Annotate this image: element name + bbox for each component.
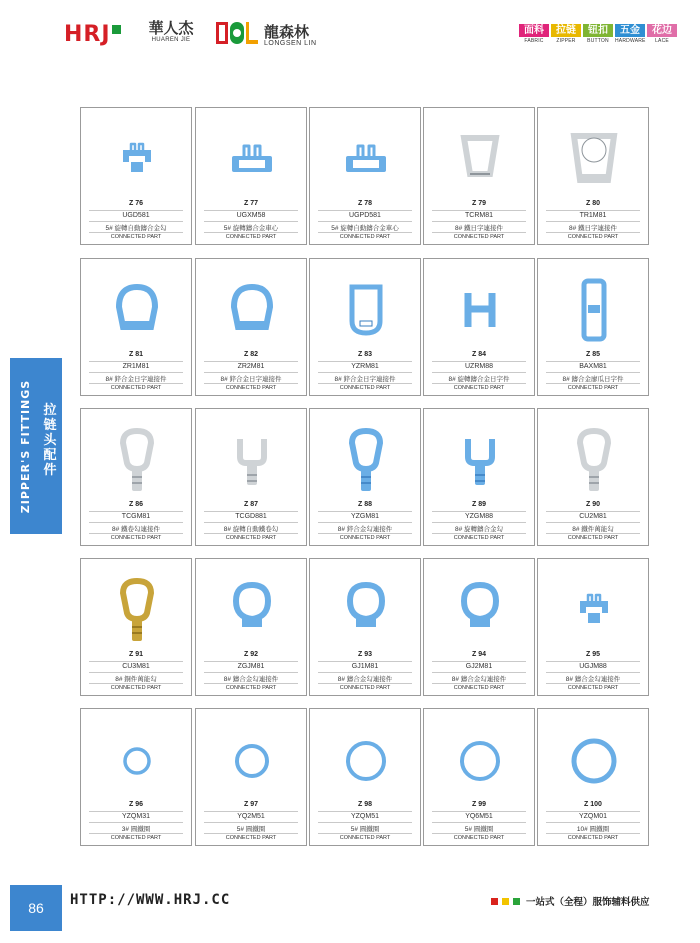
product-type: CONNECTED PART xyxy=(432,683,526,691)
product-image-icon xyxy=(440,267,520,353)
product-image-icon xyxy=(97,717,177,803)
huarenjie-logo-en: HUAREN JIE xyxy=(151,37,191,43)
category-label-en: BUTTON xyxy=(587,38,609,44)
product-card[interactable] xyxy=(195,708,307,846)
product-image-icon xyxy=(326,267,406,353)
product-name: Z 93 xyxy=(357,651,372,658)
product-card[interactable] xyxy=(423,258,535,396)
product-code: BAXM81 xyxy=(546,361,640,370)
product-code: CU2M81 xyxy=(546,511,640,520)
slogan-text: 一站式（全程）服饰辅料供应 xyxy=(526,897,650,908)
product-card[interactable] xyxy=(537,708,649,846)
product-type: CONNECTED PART xyxy=(432,383,526,391)
longsenlin-logo-cn: 龍森林 xyxy=(264,23,310,41)
product-description: 8# 鐵日字連接件 xyxy=(432,221,526,232)
hrj-logo-text: HRJ xyxy=(64,22,111,47)
product-image-icon xyxy=(326,717,406,803)
product-name: Z 87 xyxy=(243,501,258,508)
product-type: CONNECTED PART xyxy=(318,833,412,841)
product-code: GJ2M81 xyxy=(432,661,526,670)
product-type: CONNECTED PART xyxy=(432,232,526,240)
product-name: Z 92 xyxy=(243,651,258,658)
product-type: CONNECTED PART xyxy=(318,683,412,691)
category-label-en: FABRIC xyxy=(524,38,544,44)
product-code: TR1M81 xyxy=(546,210,640,219)
product-description: 10# 圓鐵圈 xyxy=(546,822,640,833)
product-image-icon xyxy=(554,717,634,803)
category-label-en: HARDWARE xyxy=(615,38,646,44)
product-image-icon xyxy=(554,417,634,503)
product-code: YZGM81 xyxy=(318,511,412,520)
product-type: CONNECTED PART xyxy=(204,232,298,240)
product-description: 8# 鋅合金日字連接件 xyxy=(89,372,183,383)
product-description: 3# 圓鐵圈 xyxy=(89,822,183,833)
product-name: Z 82 xyxy=(243,351,258,358)
product-code: ZGJM81 xyxy=(204,661,298,670)
product-code: ZR2M81 xyxy=(204,361,298,370)
product-description: 8# 鋅合金日字連接件 xyxy=(204,372,298,383)
product-type: CONNECTED PART xyxy=(546,533,640,541)
product-code: UZRM88 xyxy=(432,361,526,370)
longsenlin-logo-mark xyxy=(216,22,260,44)
product-code: YQ6M51 xyxy=(432,811,526,820)
section-tab-cn: 拉链头配件 xyxy=(43,402,57,477)
product-image-icon xyxy=(212,267,292,353)
category-fabric[interactable] xyxy=(519,24,549,44)
product-type: CONNECTED PART xyxy=(318,533,412,541)
product-name: Z 91 xyxy=(128,651,143,658)
product-description: 8# 鋅合金日字連接件 xyxy=(318,372,412,383)
product-name: Z 83 xyxy=(357,351,372,358)
product-name: Z 79 xyxy=(471,200,486,207)
product-description: 8# 鐵卷勾連接件 xyxy=(89,522,183,533)
product-image-icon xyxy=(440,567,520,653)
product-card[interactable] xyxy=(423,107,535,245)
product-type: CONNECTED PART xyxy=(204,533,298,541)
product-type: CONNECTED PART xyxy=(432,833,526,841)
product-description: 8# 銅件萬能勾 xyxy=(89,672,183,683)
product-code: YZRM81 xyxy=(318,361,412,370)
category-hardware[interactable] xyxy=(615,24,645,44)
product-code: ZR1M81 xyxy=(89,361,183,370)
section-tab xyxy=(10,358,62,534)
product-name: Z 77 xyxy=(243,200,258,207)
category-label-cn: 拉链 xyxy=(551,24,581,37)
product-card[interactable] xyxy=(80,258,192,396)
category-label-cn: 五金 xyxy=(615,24,645,37)
header xyxy=(0,0,700,60)
product-card[interactable] xyxy=(537,408,649,546)
product-image-icon xyxy=(212,567,292,653)
section-tab-en-text: ZIPPER'S FITTINGS xyxy=(19,379,33,513)
product-description: 8# 鑄合金勾連接件 xyxy=(204,672,298,683)
product-image-icon xyxy=(326,417,406,503)
product-type: CONNECTED PART xyxy=(204,683,298,691)
product-description: 8# 鑄合金廖瓜日字件 xyxy=(546,372,640,383)
product-description: 5# 旋轉自動鑄合金勾 xyxy=(89,221,183,232)
product-card[interactable] xyxy=(423,558,535,696)
hrj-logo xyxy=(64,22,121,47)
product-type: CONNECTED PART xyxy=(546,232,640,240)
product-type: CONNECTED PART xyxy=(318,383,412,391)
product-card[interactable] xyxy=(537,258,649,396)
product-description: 8# 鑄合金勾連接件 xyxy=(432,672,526,683)
category-label-en: ZIPPER xyxy=(556,38,576,44)
product-description: 8# 旋轉自動鐵卷勾 xyxy=(204,522,298,533)
product-type: CONNECTED PART xyxy=(89,683,183,691)
product-card[interactable] xyxy=(423,708,535,846)
product-name: Z 100 xyxy=(584,801,602,808)
product-name: Z 84 xyxy=(471,351,486,358)
green-square-icon xyxy=(513,898,520,905)
product-image-icon xyxy=(440,417,520,503)
product-code: YZQM51 xyxy=(318,811,412,820)
product-card[interactable] xyxy=(195,408,307,546)
product-name: Z 99 xyxy=(471,801,486,808)
product-card[interactable] xyxy=(537,558,649,696)
product-card[interactable] xyxy=(309,107,421,245)
product-description: 8# 鐵日字連接件 xyxy=(546,221,640,232)
product-description: 5# 旋轉自動鑄合金車心 xyxy=(318,221,412,232)
product-image-icon xyxy=(212,717,292,803)
product-card[interactable] xyxy=(537,107,649,245)
product-name: Z 96 xyxy=(128,801,143,808)
product-code: UGXM58 xyxy=(204,210,298,219)
product-card[interactable] xyxy=(80,558,192,696)
product-name: Z 97 xyxy=(243,801,258,808)
product-type: CONNECTED PART xyxy=(89,833,183,841)
category-label-cn: 面料 xyxy=(519,24,549,37)
hrj-logo-mark xyxy=(112,25,121,34)
product-name: Z 89 xyxy=(471,501,486,508)
product-description: 8# 鋅合金勾連接件 xyxy=(318,522,412,533)
product-type: CONNECTED PART xyxy=(204,833,298,841)
product-name: Z 98 xyxy=(357,801,372,808)
product-image-icon xyxy=(554,116,634,202)
website-url[interactable]: HTTP://WWW.HRJ.CC xyxy=(70,892,231,908)
category-label-cn: 花边 xyxy=(647,24,677,37)
product-type: CONNECTED PART xyxy=(89,533,183,541)
product-card[interactable] xyxy=(309,708,421,846)
product-name: Z 81 xyxy=(128,351,143,358)
product-code: TCGD881 xyxy=(204,511,298,520)
product-type: CONNECTED PART xyxy=(546,683,640,691)
product-type: CONNECTED PART xyxy=(546,383,640,391)
product-code: YZQM01 xyxy=(546,811,640,820)
product-description: 8# 鐵件萬能勾 xyxy=(546,522,640,533)
product-type: CONNECTED PART xyxy=(89,232,183,240)
product-card[interactable] xyxy=(309,258,421,396)
product-code: UGJM88 xyxy=(546,661,640,670)
product-code: TCGM81 xyxy=(89,511,183,520)
longsenlin-logo-en: LONGSEN LIN xyxy=(264,40,317,47)
category-strip xyxy=(519,24,677,44)
product-card[interactable] xyxy=(195,558,307,696)
product-description: 8# 旋轉鑄合金勾 xyxy=(432,522,526,533)
product-type: CONNECTED PART xyxy=(546,833,640,841)
product-code: YQ2M51 xyxy=(204,811,298,820)
product-card[interactable] xyxy=(80,408,192,546)
slogan xyxy=(491,894,650,908)
product-name: Z 76 xyxy=(128,200,143,207)
product-type: CONNECTED PART xyxy=(204,383,298,391)
product-description: 8# 旋轉鑄合金日字件 xyxy=(432,372,526,383)
yellow-square-icon xyxy=(502,898,509,905)
product-type: CONNECTED PART xyxy=(432,533,526,541)
product-image-icon xyxy=(326,116,406,202)
product-image-icon xyxy=(554,567,634,653)
product-code: UGD581 xyxy=(89,210,183,219)
huarenjie-logo xyxy=(148,20,194,43)
section-tab-en xyxy=(12,366,40,526)
product-description: 5# 圓鐵圈 xyxy=(204,822,298,833)
product-code: YZQM31 xyxy=(89,811,183,820)
category-zipper[interactable] xyxy=(551,24,581,44)
category-lace[interactable] xyxy=(647,24,677,44)
product-image-icon xyxy=(326,567,406,653)
product-name: Z 78 xyxy=(357,200,372,207)
product-card[interactable] xyxy=(195,107,307,245)
product-name: Z 86 xyxy=(128,501,143,508)
product-type: CONNECTED PART xyxy=(89,383,183,391)
product-card[interactable] xyxy=(195,258,307,396)
product-image-icon xyxy=(212,116,292,202)
product-card[interactable] xyxy=(423,408,535,546)
product-type: CONNECTED PART xyxy=(318,232,412,240)
product-description: 8# 鑄合金勾連接件 xyxy=(546,672,640,683)
product-name: Z 90 xyxy=(585,501,600,508)
product-card[interactable] xyxy=(80,708,192,846)
product-card[interactable] xyxy=(80,107,192,245)
product-image-icon xyxy=(97,417,177,503)
product-code: YZGM88 xyxy=(432,511,526,520)
product-card[interactable] xyxy=(309,558,421,696)
product-code: GJ1M81 xyxy=(318,661,412,670)
category-label-cn: 钮扣 xyxy=(583,24,613,37)
product-code: UGPD581 xyxy=(318,210,412,219)
category-button[interactable] xyxy=(583,24,613,44)
product-image-icon xyxy=(440,717,520,803)
product-name: Z 80 xyxy=(585,200,600,207)
product-description: 5# 圓鐵圈 xyxy=(318,822,412,833)
product-image-icon xyxy=(554,267,634,353)
page-number: 86 xyxy=(10,885,62,931)
product-code: TCRM81 xyxy=(432,210,526,219)
red-square-icon xyxy=(491,898,498,905)
huarenjie-logo-cn: 華人杰 xyxy=(148,19,194,37)
product-card[interactable] xyxy=(309,408,421,546)
product-image-icon xyxy=(97,567,177,653)
product-image-icon xyxy=(212,417,292,503)
product-name: Z 85 xyxy=(585,351,600,358)
product-description: 5# 旋轉鑄合金車心 xyxy=(204,221,298,232)
product-image-icon xyxy=(97,267,177,353)
product-image-icon xyxy=(97,116,177,202)
product-description: 8# 鑄合金勾連接件 xyxy=(318,672,412,683)
product-name: Z 95 xyxy=(585,651,600,658)
product-description: 5# 圓鐵圈 xyxy=(432,822,526,833)
product-image-icon xyxy=(440,116,520,202)
category-label-en: LACE xyxy=(655,38,669,44)
product-name: Z 88 xyxy=(357,501,372,508)
product-name: Z 94 xyxy=(471,651,486,658)
product-code: CU3M81 xyxy=(89,661,183,670)
